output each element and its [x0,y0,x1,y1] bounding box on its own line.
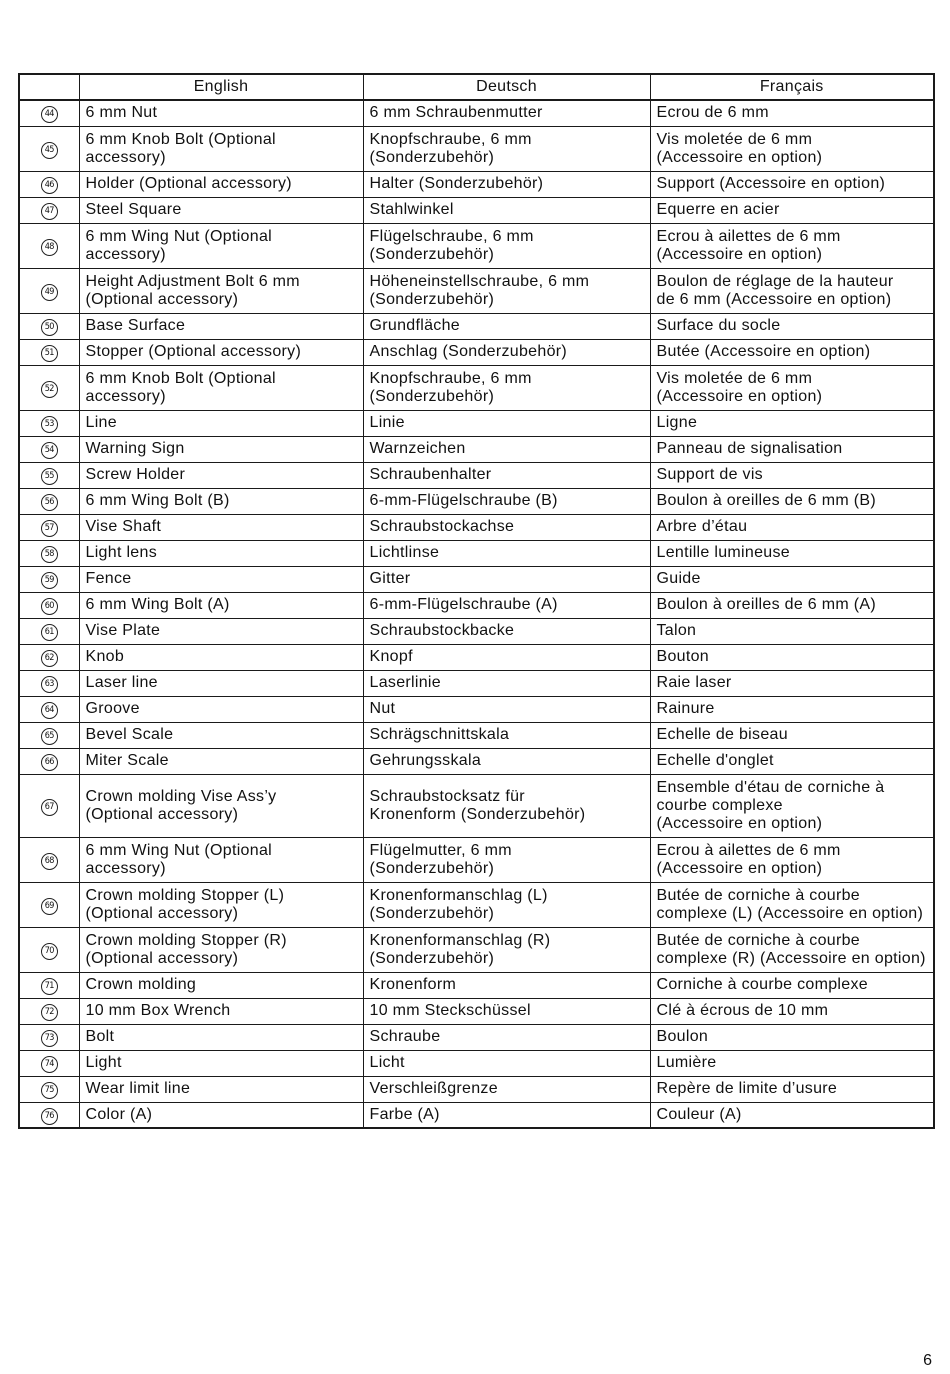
item-number-cell [19,365,79,410]
circled-number: 48 [41,239,58,256]
table-row [19,100,934,126]
item-number-cell [19,618,79,644]
table-row [19,313,934,339]
table-row [19,927,934,972]
circled-number: 70 [41,943,58,960]
francais-cell: Couleur (A) [650,1102,934,1128]
item-number-cell [19,1050,79,1076]
english-cell: Height Adjustment Bolt 6 mm (Optional accessory) [79,268,363,313]
deutsch-cell: Knopf [363,644,650,670]
item-number-cell [19,774,79,837]
table-row [19,972,934,998]
francais-cell: Raie laser [650,670,934,696]
francais-cell: Boulon à oreilles de 6 mm (A) [650,592,934,618]
deutsch-cell: Grundfläche [363,313,650,339]
item-number-cell [19,696,79,722]
english-cell: Steel Square [79,197,363,223]
francais-cell: Lentille lumineuse [650,540,934,566]
circled-number: 59 [41,572,58,589]
item-number-cell [19,514,79,540]
francais-cell: Vis moletée de 6 mm (Accessoire en option) [650,365,934,410]
francais-cell: Lumière [650,1050,934,1076]
francais-cell: Ecrou à ailettes de 6 mm (Accessoire en option) [650,223,934,268]
francais-cell: Guide [650,566,934,592]
english-cell: Laser line [79,670,363,696]
francais-cell: Boulon [650,1024,934,1050]
francais-cell: Clé à écrous de 10 mm [650,998,934,1024]
table-row [19,592,934,618]
item-number-cell [19,410,79,436]
deutsch-cell: Kronenformanschlag (R) (Sonderzubehör) [363,927,650,972]
circled-number: 75 [41,1082,58,1099]
francais-cell: Butée de corniche à courbe complexe (R) (Accessoire en option) [650,927,934,972]
deutsch-cell: Schraubstockachse [363,514,650,540]
item-number-cell [19,722,79,748]
deutsch-cell: Anschlag (Sonderzubehör) [363,339,650,365]
francais-cell: Corniche à courbe complexe [650,972,934,998]
table-row [19,1024,934,1050]
table-row [19,696,934,722]
deutsch-cell: Schraubenhalter [363,462,650,488]
table-row [19,882,934,927]
table-row [19,1076,934,1102]
francais-cell: Arbre d’étau [650,514,934,540]
deutsch-cell: 10 mm Steckschüssel [363,998,650,1024]
table-row [19,566,934,592]
english-cell: Crown molding Vise Ass’y (Optional accessory) [79,774,363,837]
english-cell: Vise Shaft [79,514,363,540]
item-number-cell [19,126,79,171]
english-cell: Holder (Optional accessory) [79,171,363,197]
english-cell: Light lens [79,540,363,566]
francais-cell: Echelle de biseau [650,722,934,748]
francais-cell: Butée (Accessoire en option) [650,339,934,365]
table-body [19,100,934,1128]
table-row [19,339,934,365]
circled-number: 63 [41,676,58,693]
francais-cell: Butée de corniche à courbe complexe (L) (Accessoire en option) [650,882,934,927]
english-cell: Screw Holder [79,462,363,488]
francais-cell: Repère de limite d’usure [650,1076,934,1102]
circled-number: 50 [41,319,58,336]
deutsch-cell: Halter (Sonderzubehör) [363,171,650,197]
circled-number: 52 [41,381,58,398]
deutsch-cell: Höheneinstellschraube, 6 mm (Sonderzubehör) [363,268,650,313]
table-row [19,488,934,514]
table-row [19,644,934,670]
table-row [19,618,934,644]
table-row [19,837,934,882]
francais-cell: Equerre en acier [650,197,934,223]
deutsch-cell: Flügelmutter, 6 mm (Sonderzubehör) [363,837,650,882]
deutsch-cell: Linie [363,410,650,436]
item-number-cell [19,1102,79,1128]
circled-number: 72 [41,1004,58,1021]
deutsch-cell: Stahlwinkel [363,197,650,223]
deutsch-cell: 6-mm-Flügelschraube (A) [363,592,650,618]
circled-number: 60 [41,598,58,615]
deutsch-cell: Schraubstocksatz für Kronenform (Sonderzubehör) [363,774,650,837]
table-row [19,197,934,223]
english-cell: Warning Sign [79,436,363,462]
table-row [19,748,934,774]
table-row [19,1102,934,1128]
circled-number: 55 [41,468,58,485]
english-cell: 6 mm Wing Nut (Optional accessory) [79,837,363,882]
deutsch-cell: Kronenform [363,972,650,998]
item-number-cell [19,171,79,197]
circled-number: 49 [41,284,58,301]
deutsch-cell: Lichtlinse [363,540,650,566]
deutsch-cell: Warnzeichen [363,436,650,462]
item-number-cell [19,927,79,972]
item-number-cell [19,313,79,339]
table-row [19,462,934,488]
francais-cell: Bouton [650,644,934,670]
item-number-cell [19,436,79,462]
english-cell: 6 mm Nut [79,100,363,126]
table-row [19,774,934,837]
francais-cell: Boulon de réglage de la hauteur de 6 mm (Accessoire en option) [650,268,934,313]
deutsch-cell: Verschleißgrenze [363,1076,650,1102]
francais-cell: Echelle d'onglet [650,748,934,774]
english-cell: 6 mm Wing Nut (Optional accessory) [79,223,363,268]
table-row [19,670,934,696]
table-row [19,365,934,410]
deutsch-cell: 6 mm Schraubenmutter [363,100,650,126]
item-number-cell [19,670,79,696]
table-row [19,410,934,436]
francais-cell: Talon [650,618,934,644]
header-number [19,74,79,100]
table-row [19,126,934,171]
francais-cell: Rainure [650,696,934,722]
english-cell: 10 mm Box Wrench [79,998,363,1024]
item-number-cell [19,100,79,126]
item-number-cell [19,882,79,927]
circled-number: 57 [41,520,58,537]
item-number-cell [19,223,79,268]
table-row [19,998,934,1024]
deutsch-cell: Kronenformanschlag (L) (Sonderzubehör) [363,882,650,927]
item-number-cell [19,540,79,566]
deutsch-cell: Schraube [363,1024,650,1050]
item-number-cell [19,972,79,998]
circled-number: 76 [41,1108,58,1125]
item-number-cell [19,748,79,774]
circled-number: 73 [41,1030,58,1047]
english-cell: Knob [79,644,363,670]
circled-number: 54 [41,442,58,459]
english-cell: Stopper (Optional accessory) [79,339,363,365]
english-cell: 6 mm Knob Bolt (Optional accessory) [79,126,363,171]
item-number-cell [19,1024,79,1050]
english-cell: Light [79,1050,363,1076]
table-row [19,223,934,268]
table-row [19,540,934,566]
francais-cell: Support de vis [650,462,934,488]
circled-number: 64 [41,702,58,719]
circled-number: 67 [41,799,58,816]
circled-number: 62 [41,650,58,667]
header-english: English [79,74,363,100]
item-number-cell [19,488,79,514]
deutsch-cell: Schraubstockbacke [363,618,650,644]
item-number-cell [19,197,79,223]
table-row [19,268,934,313]
english-cell: Vise Plate [79,618,363,644]
francais-cell: Ecrou à ailettes de 6 mm (Accessoire en option) [650,837,934,882]
circled-number: 71 [41,978,58,995]
header-francais: Français [650,74,934,100]
item-number-cell [19,566,79,592]
english-cell: 6 mm Wing Bolt (A) [79,592,363,618]
english-cell: Miter Scale [79,748,363,774]
circled-number: 74 [41,1056,58,1073]
circled-number: 69 [41,898,58,915]
circled-number: 61 [41,624,58,641]
header-deutsch: Deutsch [363,74,650,100]
francais-cell: Boulon à oreilles de 6 mm (B) [650,488,934,514]
circled-number: 66 [41,754,58,771]
item-number-cell [19,837,79,882]
english-cell: Bolt [79,1024,363,1050]
francais-cell: Support (Accessoire en option) [650,171,934,197]
francais-cell: Surface du socle [650,313,934,339]
deutsch-cell: 6-mm-Flügelschraube (B) [363,488,650,514]
english-cell: Base Surface [79,313,363,339]
deutsch-cell: Laserlinie [363,670,650,696]
item-number-cell [19,462,79,488]
circled-number: 53 [41,416,58,433]
table-row [19,171,934,197]
circled-number: 44 [41,106,58,123]
circled-number: 46 [41,177,58,194]
header-row [19,74,934,100]
circled-number: 47 [41,203,58,220]
circled-number: 58 [41,546,58,563]
english-cell: 6 mm Wing Bolt (B) [79,488,363,514]
page-number: 6 [923,1352,932,1369]
item-number-cell [19,268,79,313]
deutsch-cell: Schrägschnittskala [363,722,650,748]
deutsch-cell: Gitter [363,566,650,592]
francais-cell: Vis moletée de 6 mm (Accessoire en option) [650,126,934,171]
english-cell: Line [79,410,363,436]
english-cell: Color (A) [79,1102,363,1128]
circled-number: 45 [41,142,58,159]
deutsch-cell: Farbe (A) [363,1102,650,1128]
circled-number: 51 [41,345,58,362]
francais-cell: Panneau de signalisation [650,436,934,462]
deutsch-cell: Knopfschraube, 6 mm (Sonderzubehör) [363,126,650,171]
table-row [19,1050,934,1076]
deutsch-cell: Gehrungsskala [363,748,650,774]
deutsch-cell: Knopfschraube, 6 mm (Sonderzubehör) [363,365,650,410]
english-cell: Crown molding [79,972,363,998]
table-row [19,436,934,462]
english-cell: Groove [79,696,363,722]
item-number-cell [19,998,79,1024]
english-cell: Bevel Scale [79,722,363,748]
francais-cell: Ecrou de 6 mm [650,100,934,126]
table-header [19,74,934,100]
francais-cell: Ligne [650,410,934,436]
circled-number: 65 [41,728,58,745]
deutsch-cell: Flügelschraube, 6 mm (Sonderzubehör) [363,223,650,268]
parts-list-table [18,73,935,1129]
francais-cell: Ensemble d'étau de corniche à courbe complexe (Accessoire en option) [650,774,934,837]
item-number-cell [19,339,79,365]
item-number-cell [19,592,79,618]
table-row [19,514,934,540]
english-cell: Crown molding Stopper (R) (Optional accessory) [79,927,363,972]
circled-number: 68 [41,853,58,870]
table-row [19,722,934,748]
english-cell: Fence [79,566,363,592]
english-cell: Crown molding Stopper (L) (Optional accessory) [79,882,363,927]
deutsch-cell: Licht [363,1050,650,1076]
item-number-cell [19,644,79,670]
english-cell: Wear limit line [79,1076,363,1102]
item-number-cell [19,1076,79,1102]
circled-number: 56 [41,494,58,511]
english-cell: 6 mm Knob Bolt (Optional accessory) [79,365,363,410]
deutsch-cell: Nut [363,696,650,722]
